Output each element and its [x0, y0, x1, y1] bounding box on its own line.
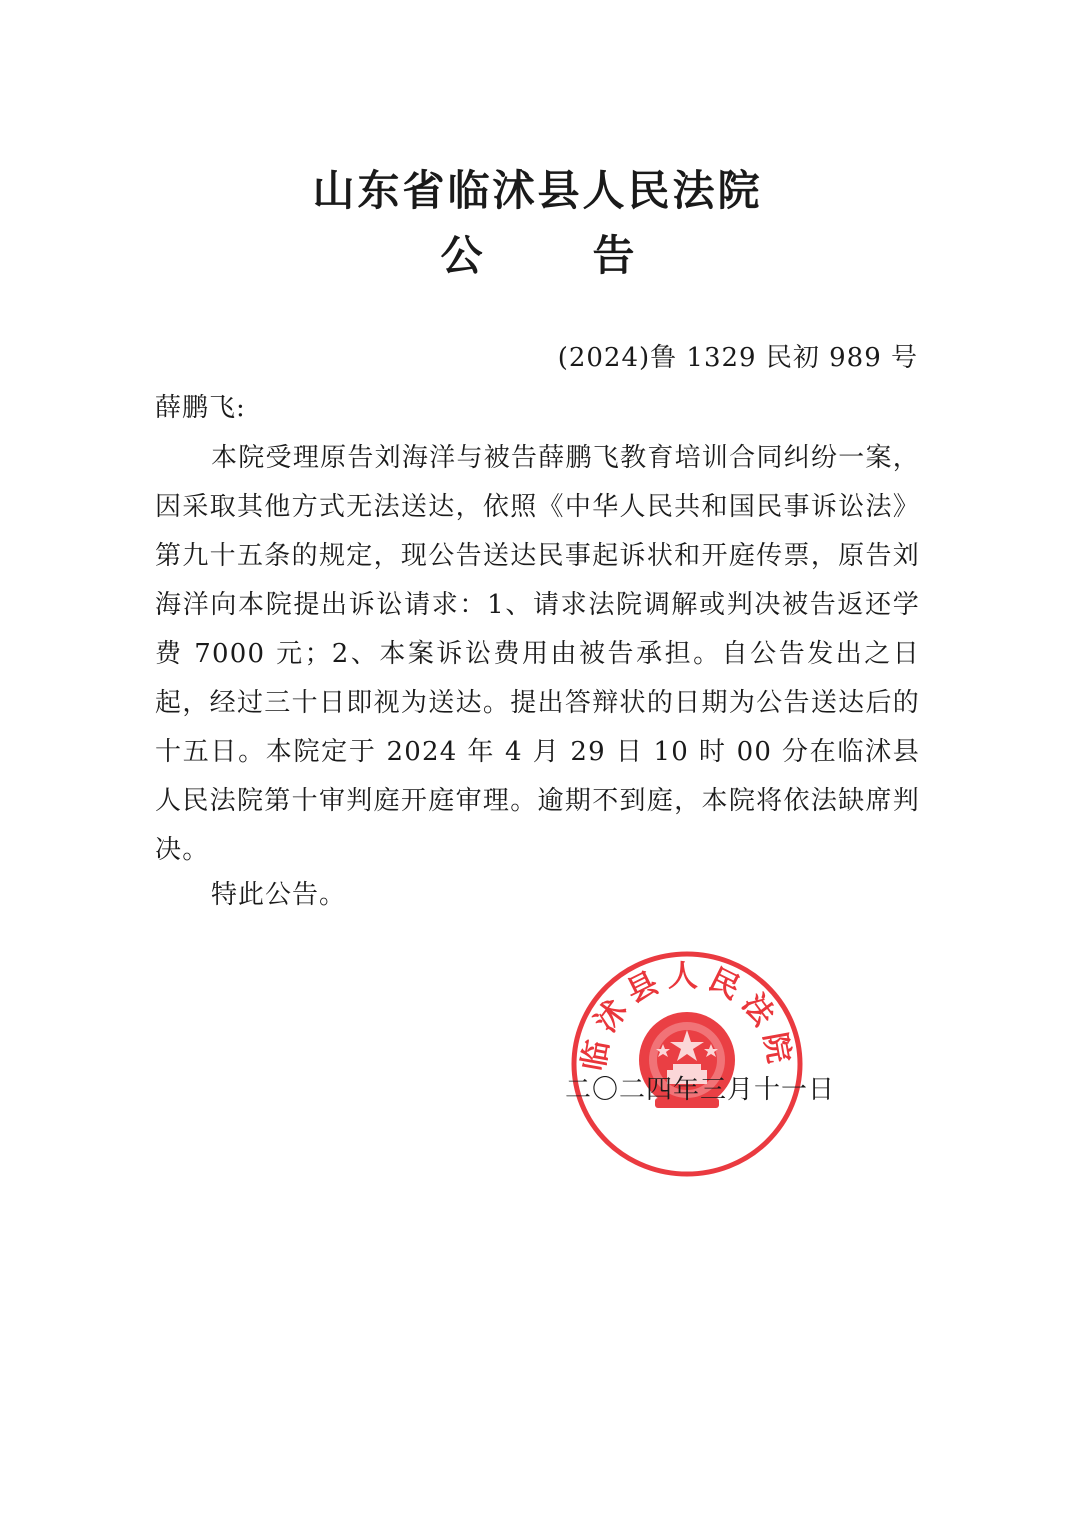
court-seal-stamp	[567, 948, 807, 1180]
notice-body: 本院受理原告刘海洋与被告薛鹏飞教育培训合同纠纷一案，因采取其他方式无法送达，依照《中华人民共和国民事诉讼法》第九十五条的规定，现公告送达民事起诉状和开庭传票，原告刘海洋向本院提出诉讼请求：1、请求法院调解或判决被告返还学费 7000 元；2、本案诉讼费用由被告承担。自公告发出之日起，经过三十日即视为送达。提出答辩状的日期为公告送达后的十五日。本院定于 2024 年 4 月 29 日 10 时 00 分在临沭县人民法院第十审判庭开庭审理。逾期不到庭，本院将依法缺席判决。	[155, 443, 920, 865]
addressee: 薛鹏飞:	[155, 393, 246, 423]
notice-title-char-1: 公	[440, 231, 483, 280]
court-name-heading: 山东省临沭县人民法院	[312, 166, 763, 215]
closing-line: 特此公告。	[211, 880, 347, 910]
issue-date: 二〇二四年三月十一日	[565, 1075, 836, 1105]
seal-text: 临沭县人民法院	[576, 958, 798, 1074]
case-number: (2024)鲁 1329 民初 989 号	[557, 343, 918, 373]
notice-title-char-2: 告	[592, 231, 635, 280]
notice-title	[0, 228, 1075, 284]
